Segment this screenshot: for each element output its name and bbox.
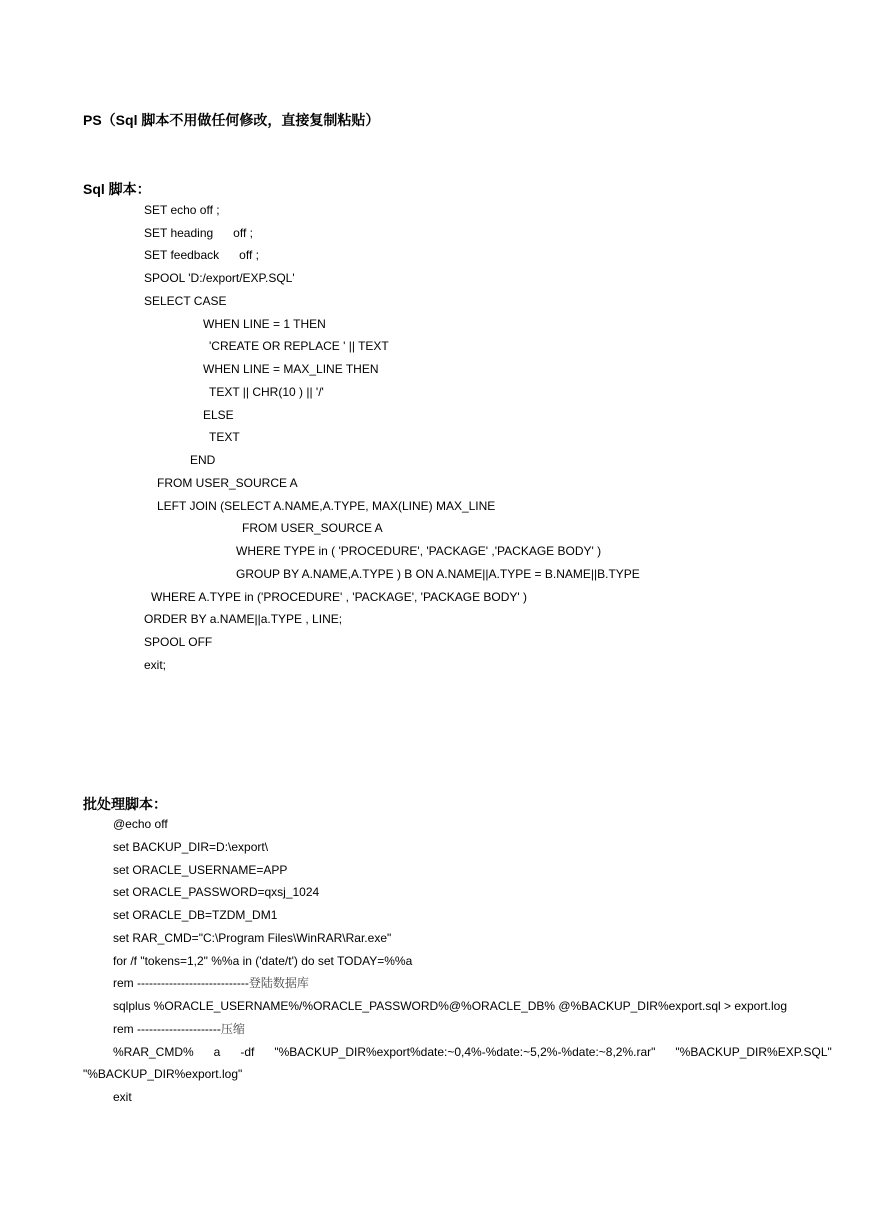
code-line: WHERE A.TYPE in ('PROCEDURE' , 'PACKAGE', 'PACKAGE BODY' ) — [151, 590, 528, 604]
code-line: SPOOL 'D:/export/EXP.SQL' — [144, 271, 295, 285]
code-line: FROM USER_SOURCE A — [242, 521, 383, 535]
code-line: SET echo off ; — [144, 203, 220, 217]
code-line: LEFT JOIN (SELECT A.NAME,A.TYPE, MAX(LINE) MAX_LINE — [157, 499, 496, 513]
code-line — [113, 1022, 245, 1036]
notice-heading: PS（Sql 脚本不用做任何修改，直接复制粘贴） — [83, 112, 380, 128]
code-line: exit — [113, 1090, 132, 1104]
code-line: "%BACKUP_DIR%export.log" — [83, 1067, 243, 1081]
code-line: SPOOL OFF — [144, 635, 213, 649]
code-line: FROM USER_SOURCE A — [157, 476, 298, 490]
code-line: TEXT — [209, 430, 240, 444]
sql-heading: Sql 脚本： — [83, 181, 151, 197]
code-line: %RAR_CMD% a -df "%BACKUP_DIR%export%date:~0,4%-%date:~5,2%-%date:~8,2%.rar" "%BACKUP_DIR%EXP.SQL" — [113, 1045, 832, 1059]
code-line: for /f "tokens=1,2" %%a in ('date/t') do set TODAY=%%a — [113, 954, 413, 968]
code-line: set ORACLE_DB=TZDM_DM1 — [113, 908, 278, 922]
code-line: WHEN LINE = MAX_LINE THEN — [203, 362, 379, 376]
batch-heading: 批处理脚本： — [83, 796, 167, 812]
code-line: GROUP BY A.NAME,A.TYPE ) B ON A.NAME||A.TYPE = B.NAME||B.TYPE — [236, 567, 640, 581]
code-line: ORDER BY a.NAME||a.TYPE , LINE; — [144, 612, 343, 626]
rem-text: rem --------------------- — [113, 1022, 221, 1036]
code-line: WHEN LINE = 1 THEN — [203, 317, 326, 331]
code-line: SET feedback off ; — [144, 248, 259, 262]
code-line: set ORACLE_USERNAME=APP — [113, 863, 288, 877]
code-line: set BACKUP_DIR=D:\export\ — [113, 840, 269, 854]
rem-text: rem ---------------------------- — [113, 976, 249, 990]
code-line: set RAR_CMD="C:\Program Files\WinRAR\Rar.exe" — [113, 931, 392, 945]
code-line: exit; — [144, 658, 167, 672]
code-line: TEXT || CHR(10 ) || '/' — [209, 385, 324, 399]
code-line: @echo off — [113, 817, 168, 831]
code-line: set ORACLE_PASSWORD=qxsj_1024 — [113, 885, 320, 899]
code-line: END — [190, 453, 216, 467]
code-line: ELSE — [203, 408, 234, 422]
code-line: SET heading off ; — [144, 226, 253, 240]
cjk-comment: 登陆数据库 — [248, 976, 309, 990]
cjk-comment: 压缩 — [220, 1022, 245, 1036]
code-line — [113, 976, 309, 990]
code-line: SELECT CASE — [144, 294, 227, 308]
code-line: sqlplus %ORACLE_USERNAME%/%ORACLE_PASSWORD%@%ORACLE_DB% @%BACKUP_DIR%export.sql > export.log — [113, 999, 788, 1013]
code-line: 'CREATE OR REPLACE ' || TEXT — [209, 339, 389, 353]
code-line: WHERE TYPE in ( 'PROCEDURE', 'PACKAGE' ,'PACKAGE BODY' ) — [236, 544, 602, 558]
